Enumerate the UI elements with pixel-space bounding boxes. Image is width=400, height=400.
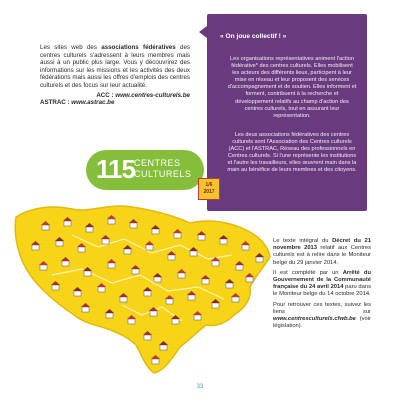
callout-heading: « On joue collectif ! » xyxy=(220,33,287,40)
decree-paragraph xyxy=(273,238,371,267)
acc-label: ACC : xyxy=(96,91,114,99)
arrete-rest: paru dans le Moniteur belge du 14 octobre 2014. xyxy=(273,284,371,298)
federation-links xyxy=(40,92,190,107)
wallonia-brussels-map xyxy=(12,195,274,375)
acc-link[interactable]: www.centres-culturels.be xyxy=(115,91,190,99)
intro-lead: Les sites web des xyxy=(40,44,97,51)
links-lead: Pour retrouver ces textes, suivez les liens sur xyxy=(273,301,371,315)
legislation-text-block xyxy=(273,238,371,333)
centres-count: 115 xyxy=(96,154,135,184)
arrete-paragraph xyxy=(273,270,371,299)
decree-lead: Le texte intégral du xyxy=(273,238,329,244)
arrete-bold: Arrêté du Gouvernement de la Communauté française du 24 avril 2014 xyxy=(273,269,371,291)
intro-bold: associations fédératives xyxy=(101,44,176,51)
astrac-label: ASTRAC : xyxy=(40,99,70,107)
calendar-year: 2017 xyxy=(203,189,215,195)
decree-bold: Décret du 21 novembre 2013 xyxy=(273,238,371,252)
callout-paragraph-1: Les organisations représentatives animent l'action fédérative* des centres culturels. Elles mobilisent les acteurs des différents lieux, participent à leur mise en réseau et leur proposent des services d'accompagnement et de soutien. Elles informent et forment, contribuent à la recherche et développement relatifs au champ d'action des centres culturels, tout en assurant leur représentation. xyxy=(227,56,357,119)
legislation-link[interactable]: www.centresculturels.cfwb.be xyxy=(273,316,356,323)
intro-text-block xyxy=(40,44,190,107)
intro-rest: des centres culturels s'adressent à leurs membres mais aussi à un public plus large. Vous y découvrirez des informations sur les missions et les activités des deux fédérations mais aussi les offres d'emplois des centres culturels et des focus sur leur actualité. xyxy=(40,44,190,89)
page-number: 33 xyxy=(196,384,204,390)
links-paragraph xyxy=(273,302,371,331)
callout-paragraph-2: Les deux associations fédératives des centres culturels sont l'Association des Centres culturels (ACC) et l'ASTRAC, Réseau des professionnels en Centres culturels. Si l'une représente les institutions et l'autre les travailleurs, elles œuvrent main dans la main au bénéfice de leurs membres et des citoyens. xyxy=(227,132,357,174)
centres-count-banner xyxy=(86,150,204,190)
decree-rest: relatif aux Centres culturels est à relire dans le Moniteur belge du 29 janvier 2014. xyxy=(273,245,371,266)
arrete-lead: Il est complété par un xyxy=(273,269,339,276)
calendar-date: 1/6 xyxy=(205,182,213,188)
banner-line-1: CENTRES xyxy=(134,158,181,168)
banner-line-2: CULTURELS xyxy=(134,169,192,179)
calendar-icon xyxy=(198,178,220,200)
links-rest: (voir législation). xyxy=(273,316,371,330)
collective-callout-box xyxy=(207,14,367,211)
astrac-link[interactable]: www.astrac.be xyxy=(71,99,115,107)
